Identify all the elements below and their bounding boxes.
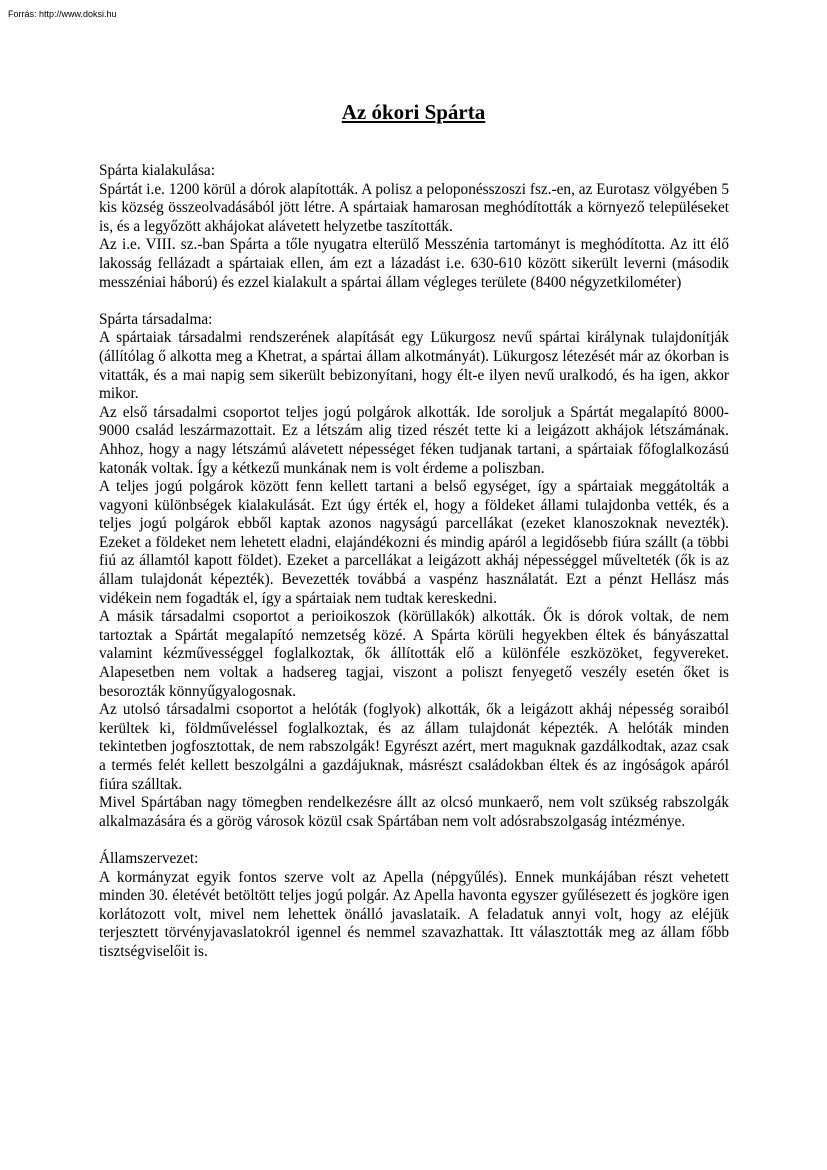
paragraph: Az utolsó társadalmi csoportot a helóták (foglyok) alkották, ők a leigázott akháj népesség soraiból kerültek ki, földműveléssel foglalkoztak, és az állam tulajdonát képezték. A helóták minden tekintetben jogfosztottak, de nem rabszolgák! Egyrészt azért, mert maguknak gazdálkodtak, azaz csak a termés felét kellett beszolgálni a gazdájuknak, másrészt családokban éltek és az ingóságok apáról fiúra szálltak.: [99, 701, 729, 793]
paragraph: Mivel Spártában nagy tömegben rendelkezésre állt az olcsó munkaerő, nem volt szükség rabszolgák alkalmazására és a görög városok közül csak Spártában nem volt adósrabszolgaság intézménye.: [99, 794, 729, 830]
section-heading: Spárta társadalma:: [99, 310, 213, 328]
section-formation: [99, 162, 729, 292]
section-heading: Államszervezet:: [99, 849, 199, 867]
section-state-organization: [99, 850, 729, 962]
page-title: Az ókori Spárta: [341, 100, 486, 124]
document-body: [99, 162, 729, 980]
paragraph: Az első társadalmi csoportot teljes jogú polgárok alkották. Ide soroljuk a Spártát megalapító 8000-9000 család leszármazottait. Ez a létszám alig tized részét tette ki a leigázott akhájok létszámának. Ahhoz, hogy a nagy létszámú alávetett népességet féken tudjanak tartani, a spártaiak főfoglalkozású katonák voltak. Így a kétkezű munkának nem is volt érdeme a poliszban.: [99, 403, 729, 477]
paragraph: Az i.e. VIII. sz.-ban Spárta a tőle nyugatra elterülő Messzénia tartományt is meghódította. Az itt élő lakosság fellázadt a spártaiak ellen, ám ezt a lázadást i.e. 630-610 között sikerült leverni (második messzéniai háború) és ezzel kialakult a spártai állam végleges területe (8400 négyzetkilométer): [99, 236, 729, 291]
paragraph: Spártát i.e. 1200 körül a dórok alapították. A polisz a peloponésszoszi fsz.-en, az Eurotasz völgyében 5 kis község összeolvadásából jött létre. A spártaiak hamarosan meghódították a környező településeket is, és a legyőzött akhájokat alávetett helyzetbe taszították.: [99, 180, 729, 235]
section-heading: Spárta kialakulása:: [99, 162, 215, 179]
paragraph: A teljes jogú polgárok között fenn kellett tartani a belső egységet, így a spártaiak meggátolták a vagyoni különbségek kialakulását. Ezt úgy érték el, hogy a földeket állami tulajdonba vették, és a teljes jogú polgárok ebből kaptak azonos nagyságú parcellákat (ezeket klanoszoknak nevezték). Ezeket a földeket nem lehetett eladni, elajándékozni és mindig apáról a legidősebb fiúra szállt (a többi fiú az államtól kapott földet). Ezeket a parcellákat a leigázott akháj népességgel művelteték (ők is az állam tulajdonát képezték). Bevezették továbbá a vaspénz használatát. Ezt a pénzt Hellász más vidékein nem fogadták el, így a spártaiak nem tudtak kereskedni.: [99, 478, 729, 607]
paragraph: A másik társadalmi csoportot a perioikoszok (körüllakók) alkották. Ők is dórok voltak, de nem tartoztak a Spártát megalapító nemzetség közé. A Spárta körüli hegyekben éltek és bányászattal valamint kézművességgel foglalkoztak, ők állították elő a különféle eszközöket, fegyvereket. Alapesetben nem voltak a hadsereg tagjai, viszont a poliszt fenyegető veszély esetén őket is besorozták könnyűgyalogosnak.: [99, 608, 729, 700]
source-note: Forrás: http://www.doksi.hu: [8, 9, 117, 19]
section-society: [99, 311, 729, 832]
paragraph: A spártaiak társadalmi rendszerének alapítását egy Lükurgosz nevű spártai királynak tulajdonítják (állítólag ő alkotta meg a Khetrat, a spártai állam alkotmányát). Lükurgosz létezését már az ókorban is vitatták, és a mai napig sem sikerült bebizonyítani, hogy élt-e ilyen nevű uralkodó, és ha igen, akkor mikor.: [99, 329, 729, 403]
paragraph: A kormányzat egyik fontos szerve volt az Apella (népgyűlés). Ennek munkájában részt vehetett minden 30. életévét betöltött teljes jogú polgár. Az Apella havonta egyszer gyűlésezett és jogköre igen korlátozott volt, mivel nem lehettek önálló javaslataik. A feladatuk annyi volt, hogy az eléjük terjesztett törvényjavaslatokról igennel és nemmel szavazhattak. Itt választották meg az állam főbb tisztségviselőit is.: [99, 868, 729, 960]
